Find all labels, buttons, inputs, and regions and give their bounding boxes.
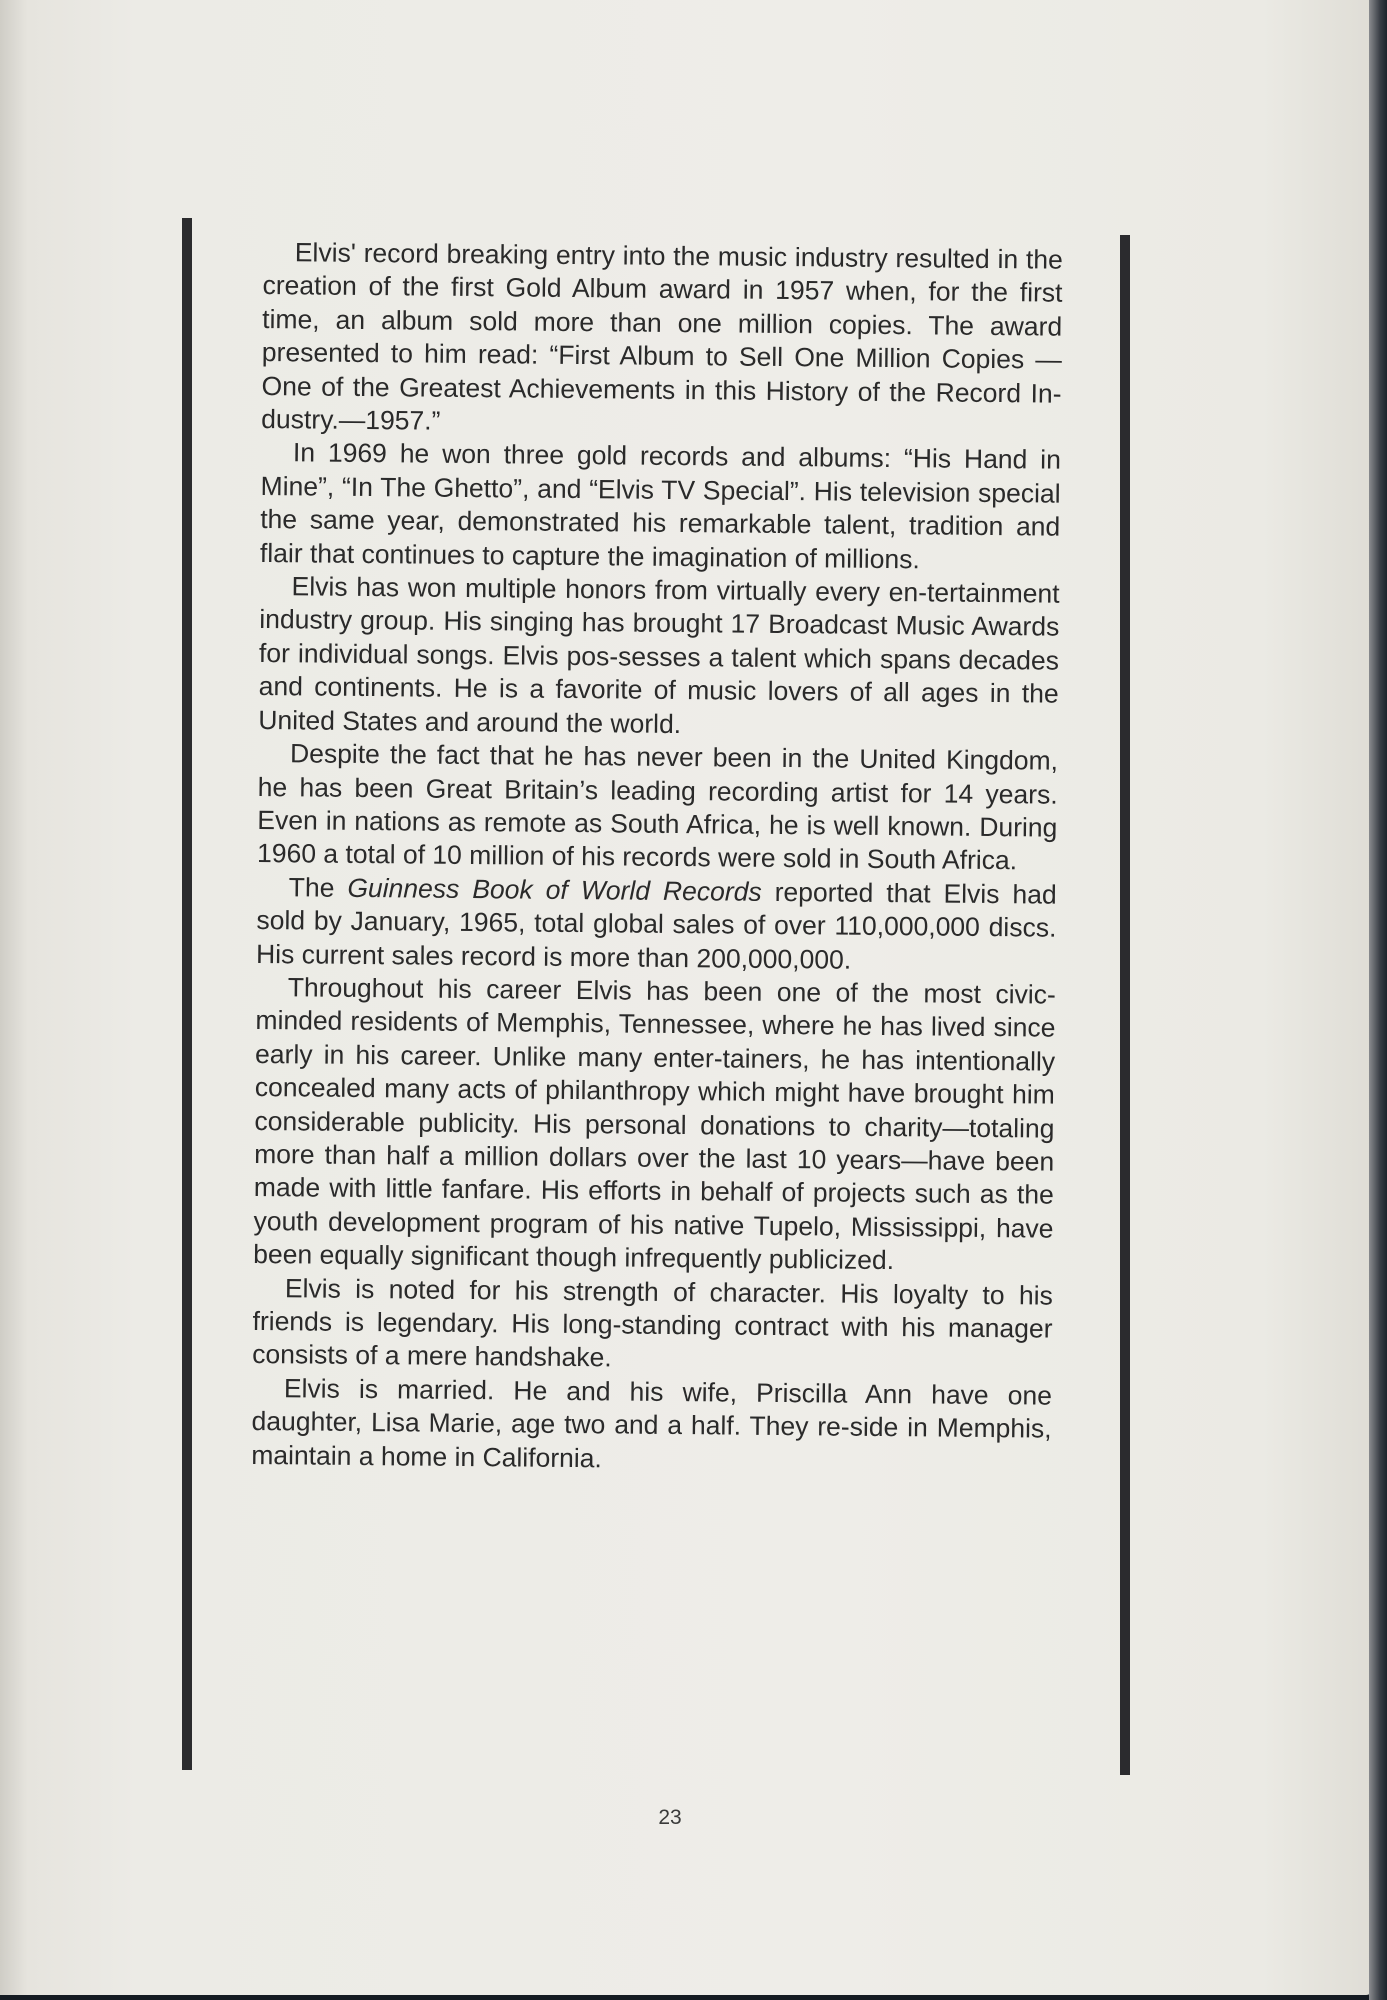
paragraph-honors: Elvis has won multiple honors from virtually every en-tertainment industry group. His singing has brought 17 Broadcast Music Awards for individual songs. Elvis pos-sesses a talent which spans decades and continents. He is a favorite of music lovers of all ages in the United States and around the world. <box>258 571 1060 739</box>
right-vertical-rule <box>1120 235 1130 1775</box>
paragraph-philanthropy: Throughout his career Elvis has been one of the most civic-minded residents of Memphis, Tennessee, where he has lived since early in his career. Unlike many enter-tainers, he has intentionally concealed many acts of philanthropy which might have brought him considerable publicity. His personal donations to charity—totaling more than half a million dollars over the last 10 years—have been made with little fanfare. His efforts in behalf of projects such as the youth development program of his native Tupelo, Mississippi, have been equally significant though infrequently publicized. <box>253 972 1056 1276</box>
paragraph-great-britain: Despite the fact that he has never been in the United Kingdom, he has been Great Britain’s leading recording artist for 14 years. Even in nations as remote as South Africa, he is well known. During 1960 a total of 10 million of his records were sold in South Africa. <box>256 738 1059 876</box>
paragraph-family: Elvis is married. He and his wife, Priscilla Ann have one daughter, Lisa Marie, age two and a half. They re-side in Memphis, maintain a home in California. <box>251 1373 1053 1473</box>
paragraph-guinness <box>256 871 1057 979</box>
guinness-suffix: reported that Elvis had sold by January, 1965, total global sales of over 110,000,000 discs. His current sales record is more than 200,000,000. <box>255 876 1057 975</box>
guinness-prefix: The <box>288 871 348 903</box>
paragraph-character: Elvis is noted for his strength of character. His loyalty to his friends is legendary. His long-standing contract with his manager consists of a mere handshake. <box>252 1272 1054 1373</box>
paragraph-1969-records: In 1969 he won three gold records and albums: “His Hand in Mine”, “In The Ghetto”, and “Elvis TV Special”. His television special the same year, demonstrated his remarkable talent, tradition and flair that continues to capture the imagination of millions. <box>259 437 1062 574</box>
body-text <box>251 236 1063 1480</box>
page-edge-shadow <box>1369 0 1387 2000</box>
guinness-title: Guinness Book of World Records <box>347 872 762 907</box>
left-vertical-rule <box>182 218 192 1770</box>
page-number: 23 <box>658 1806 682 1829</box>
paragraph-gold-album: Elvis' record breaking entry into the music industry resulted in the creation of the first Gold Album award in 1957 when, for the first time, an album sold more than one million copies. The award presented to him read: “First Album to Sell One Million Copies — One of the Greatest Achievements in this History of the Record In-dustry.—1957.” <box>261 237 1063 436</box>
